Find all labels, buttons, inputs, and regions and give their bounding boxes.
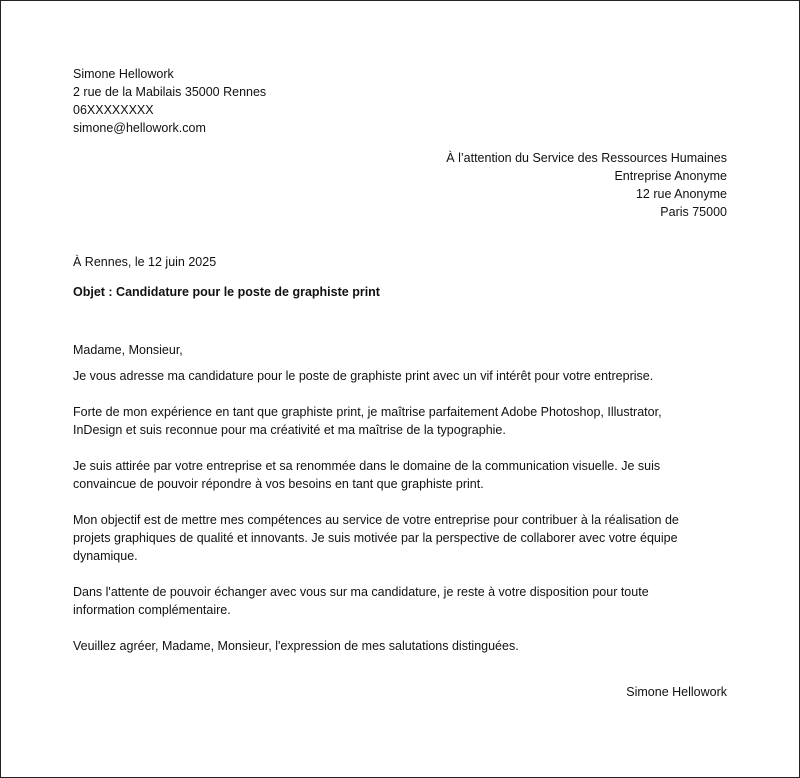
paragraph-line: InDesign et suis reconnue pour ma créativité et ma maîtrise de la typographie. — [73, 423, 506, 437]
paragraph-line: information complémentaire. — [73, 603, 231, 617]
body-paragraph — [73, 583, 727, 619]
date-line: À Rennes, le 12 juin 2025 — [73, 255, 217, 269]
recipient-city: Paris 75000 — [660, 205, 727, 219]
subject-line: Objet : Candidature pour le poste de graphiste print — [73, 285, 380, 299]
body-paragraph — [73, 403, 727, 439]
body-paragraph — [73, 637, 727, 655]
paragraph-line: Mon objectif est de mettre mes compétences au service de votre entreprise pour contribuer à la réalisation de — [73, 513, 679, 527]
body-paragraph — [73, 367, 727, 385]
sender-name: Simone Hellowork — [73, 67, 174, 81]
cover-letter — [73, 65, 727, 701]
letter-body — [73, 367, 727, 655]
paragraph-line: Dans l'attente de pouvoir échanger avec vous sur ma candidature, je reste à votre disposition pour toute — [73, 585, 649, 599]
recipient-company: Entreprise Anonyme — [614, 169, 727, 183]
paragraph-line: Je suis attirée par votre entreprise et sa renommée dans le domaine de la communication visuelle. Je suis — [73, 459, 661, 473]
paragraph-line: projets graphiques de qualité et innovants. Je suis motivée par la perspective de collaborer avec votre équipe — [73, 531, 678, 545]
sender-block — [73, 65, 727, 137]
paragraph-line: convaincue de pouvoir répondre à vos besoins en tant que graphiste print. — [73, 477, 484, 491]
paragraph-line: Forte de mon expérience en tant que graphiste print, je maîtrise parfaitement Adobe Photoshop, Illustrator, — [73, 405, 662, 419]
sender-phone: 06XXXXXXXX — [73, 103, 154, 117]
paragraph-line: Je vous adresse ma candidature pour le poste de graphiste print avec un vif intérêt pour votre entreprise. — [73, 369, 654, 383]
signature: Simone Hellowork — [626, 685, 727, 699]
recipient-block — [73, 149, 727, 221]
paragraph-line: Veuillez agréer, Madame, Monsieur, l'expression de mes salutations distinguées. — [73, 639, 519, 653]
body-paragraph — [73, 511, 727, 565]
salutation: Madame, Monsieur, — [73, 343, 183, 357]
sender-address: 2 rue de la Mabilais 35000 Rennes — [73, 85, 267, 99]
recipient-attention: À l’attention du Service des Ressources Humaines — [446, 151, 727, 165]
sender-email: simone@hellowork.com — [73, 121, 206, 135]
body-paragraph — [73, 457, 727, 493]
recipient-street: 12 rue Anonyme — [635, 187, 727, 201]
paragraph-line: dynamique. — [73, 549, 138, 563]
